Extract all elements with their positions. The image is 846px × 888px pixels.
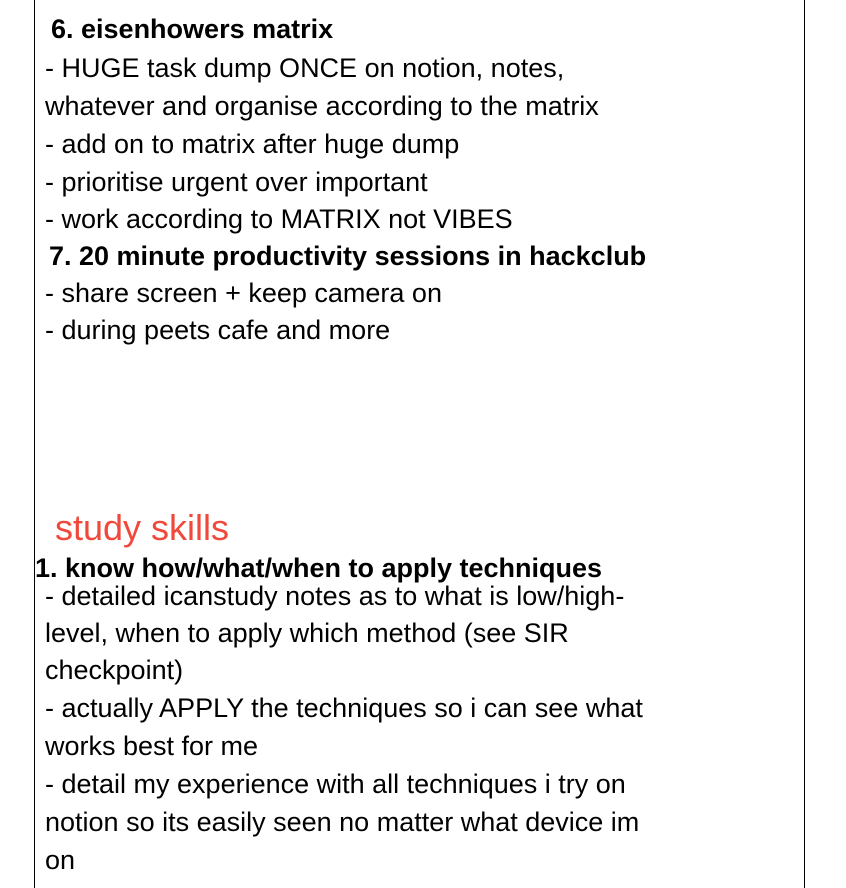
techniques-point-3: - detail my experience with all techniques i try on — [45, 769, 626, 799]
sessions-heading: 7. 20 minute productivity sessions in hackclub — [49, 241, 647, 271]
sessions-point-1: - share screen + keep camera on — [45, 278, 442, 308]
techniques-point-1-cont-2: checkpoint) — [45, 655, 184, 685]
eisenhower-point-1-cont: whatever and organise according to the matrix — [45, 91, 599, 121]
techniques-heading: 1. know how/what/when to apply techniques — [35, 553, 603, 583]
techniques-point-3-cont-2: on — [45, 845, 76, 875]
table-cell-border-left — [34, 0, 35, 888]
table-cell-border-right — [804, 0, 805, 888]
sessions-point-2: - during peets cafe and more — [45, 315, 391, 345]
techniques-point-3-cont: notion so its easily seen no matter what device im — [45, 807, 640, 837]
eisenhower-point-3: - prioritise urgent over important — [45, 167, 428, 197]
techniques-point-1: - detailed icanstudy notes as to what is low/high- — [45, 581, 625, 611]
eisenhower-heading: 6. eisenhowers matrix — [51, 14, 334, 44]
eisenhower-point-1: - HUGE task dump ONCE on notion, notes, — [45, 53, 565, 83]
eisenhower-point-2: - add on to matrix after huge dump — [45, 129, 460, 159]
techniques-point-1-cont: level, when to apply which method (see SIR — [45, 618, 569, 648]
techniques-point-2: - actually APPLY the techniques so i can see what — [45, 693, 643, 723]
eisenhower-point-4: - work according to MATRIX not VIBES — [45, 204, 513, 234]
study-skills-title: study skills — [55, 507, 230, 548]
techniques-point-2-cont: works best for me — [45, 731, 259, 761]
